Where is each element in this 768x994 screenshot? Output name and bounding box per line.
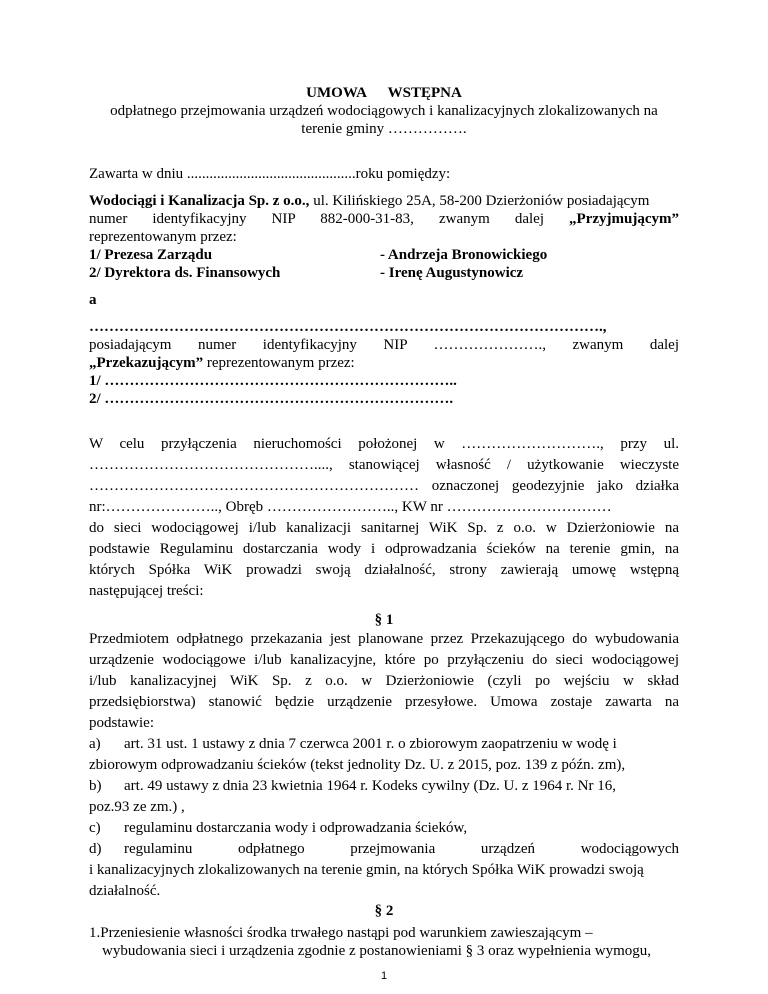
list-label-b: b) (89, 778, 102, 794)
section-2-line-2: wybudowania sieci i urządzenia zgodnie z postanowieniami § 3 oraz wypełnienia wymogu, (102, 943, 651, 959)
conjunction: a (89, 292, 97, 308)
party1-rep-2 (89, 264, 679, 282)
list-label-a: a) (89, 736, 101, 752)
section-1-line-2: urządzenie wodociągowe i/lub kanalizacyjne, które po przyłączeniu do sieci wodociągowej (89, 652, 679, 668)
party1-rep-2-name: - Irenę Augustynowicz (380, 265, 524, 281)
section-1-line-5: podstawie: (89, 715, 154, 731)
purpose-line-1: W celu przyłączenia nieruchomości położonej w ………………………., przy ul. (89, 436, 679, 452)
party1-rep-1-name: - Andrzeja Bronowickiego (380, 247, 548, 263)
document-subtitle-line-2: terenie gminy ……………. (301, 121, 467, 137)
purpose-line-5: do sieci wodociągowej i/lub kanalizacji sanitarnej WiK Sp. z o.o. w Dzierżoniowie na (89, 520, 679, 536)
section-1-line-4: przedsiębiorstwa) stanowić będzie urządzenie przesyłowe. Umowa zostaje zawarta na (89, 694, 679, 710)
party1-rep-1 (89, 246, 679, 264)
list-item-a-text: art. 31 ust. 1 ustawy z dnia 7 czerwca 2001 r. o zbiorowym zaopatrzeniu w wodę i (124, 736, 617, 752)
party1-address: ul. Kilińskiego 25A, 58-200 Dzierżoniów posiadającym (309, 193, 650, 209)
party2-rep-2: 2/ ……………………………………………………………. (89, 391, 454, 407)
party2-role-label: „Przekazującym” (89, 355, 204, 371)
document-subtitle-line-1: odpłatnego przejmowania urządzeń wodociągowych i kanalizacyjnych zlokalizowanych na (110, 103, 658, 119)
party2-represented: reprezentowanym przez: (203, 355, 355, 371)
list-item-d-cont-1: i kanalizacyjnych zlokalizowanych na terenie gmin, na których Spółka WiK prowadzi swoją (89, 862, 644, 878)
party2-line-3 (89, 354, 679, 372)
list-label-c: c) (89, 820, 101, 836)
party1-line-3: reprezentowanym przez: (89, 229, 237, 245)
list-item-b-text: art. 49 ustawy z dnia 23 kwietnia 1964 r. Kodeks cywilny (Dz. U. z 1964 r. Nr 16, (124, 778, 616, 794)
section-1-line-3: i/lub kanalizacyjnej WiK Sp. z o.o. w Dzierżoniowie (czyli po wejściu w skład (89, 673, 679, 689)
purpose-line-8: następującej treści: (89, 583, 204, 599)
list-item-a (89, 735, 679, 753)
list-item-c-text: regulaminu dostarczania wody i odprowadzania ścieków, (124, 820, 468, 836)
party2-dots: …………………………………………………………………………………………., (89, 319, 607, 335)
list-item-b-cont: poz.93 ze zm.) , (89, 799, 185, 815)
list-item-d (89, 840, 679, 858)
purpose-line-2: ………………………………………...., stanowiącej własność / użytkowanie wieczyste (89, 457, 679, 473)
list-item-b (89, 777, 679, 795)
party1-rep-2-role: 2/ Dyrektora ds. Finansowych (89, 265, 281, 281)
purpose-line-4: nr:………………….., Obręb …………………….., KW nr …………………………… (89, 499, 612, 515)
party2-line-2: posiadającym numer identyfikacyjny NIP …………………., zwanym dalej (89, 337, 679, 353)
party1-name: Wodociągi i Kanalizacja Sp. z o.o., (89, 193, 310, 209)
section-1-line-1: Przedmiotem odpłatnego przekazania jest planowane przez Przekazującego do wybudowania (89, 631, 679, 647)
purpose-line-7: których Spółka WiK prowadzi swoją działalność, strony zawierają umowę wstępną (89, 562, 679, 578)
list-label-d: d) (89, 841, 102, 857)
concluded-date-line: Zawarta w dniu .............................................roku pomiędzy: (89, 166, 451, 182)
party2-rep-1: 1/ …………………………………………………………….. (89, 373, 457, 389)
purpose-line-6: podstawie Regulaminu dostarczania wody i odprowadzania ścieków na terenie gmin, na (89, 541, 679, 557)
party1-role-label: „Przyjmującym” (569, 211, 679, 227)
page-number: 1 (380, 970, 388, 982)
purpose-line-3: ………………………………………………………… oznaczonej geodezyjnie jako działka (89, 478, 679, 494)
list-item-a-cont: zbiorowym odprowadzaniu ścieków (tekst jednolity Dz. U. z 2015, poz. 139 z późn. zm), (89, 757, 626, 773)
list-item-d-cont-2: działalność. (89, 883, 161, 899)
party1-line-2 (89, 210, 679, 228)
section-2-heading: § 2 (374, 903, 394, 919)
section-1-heading: § 1 (374, 612, 394, 628)
section-2-line-1: 1.Przeniesienie własności środka trwałego nastąpi pod warunkiem zawieszającym – (89, 925, 593, 941)
party1-line-1 (89, 192, 679, 210)
list-item-c (89, 819, 679, 837)
party1-nip-text: numer identyfikacyjny NIP 882-000-31-83, zwanym dalej (89, 211, 570, 227)
party1-rep-1-role: 1/ Prezesa Zarządu (89, 247, 213, 263)
list-item-d-text: regulaminu odpłatnego przejmowania urządzeń wodociągowych (124, 841, 679, 857)
document-title: UMOWA WSTĘPNA (306, 85, 462, 101)
